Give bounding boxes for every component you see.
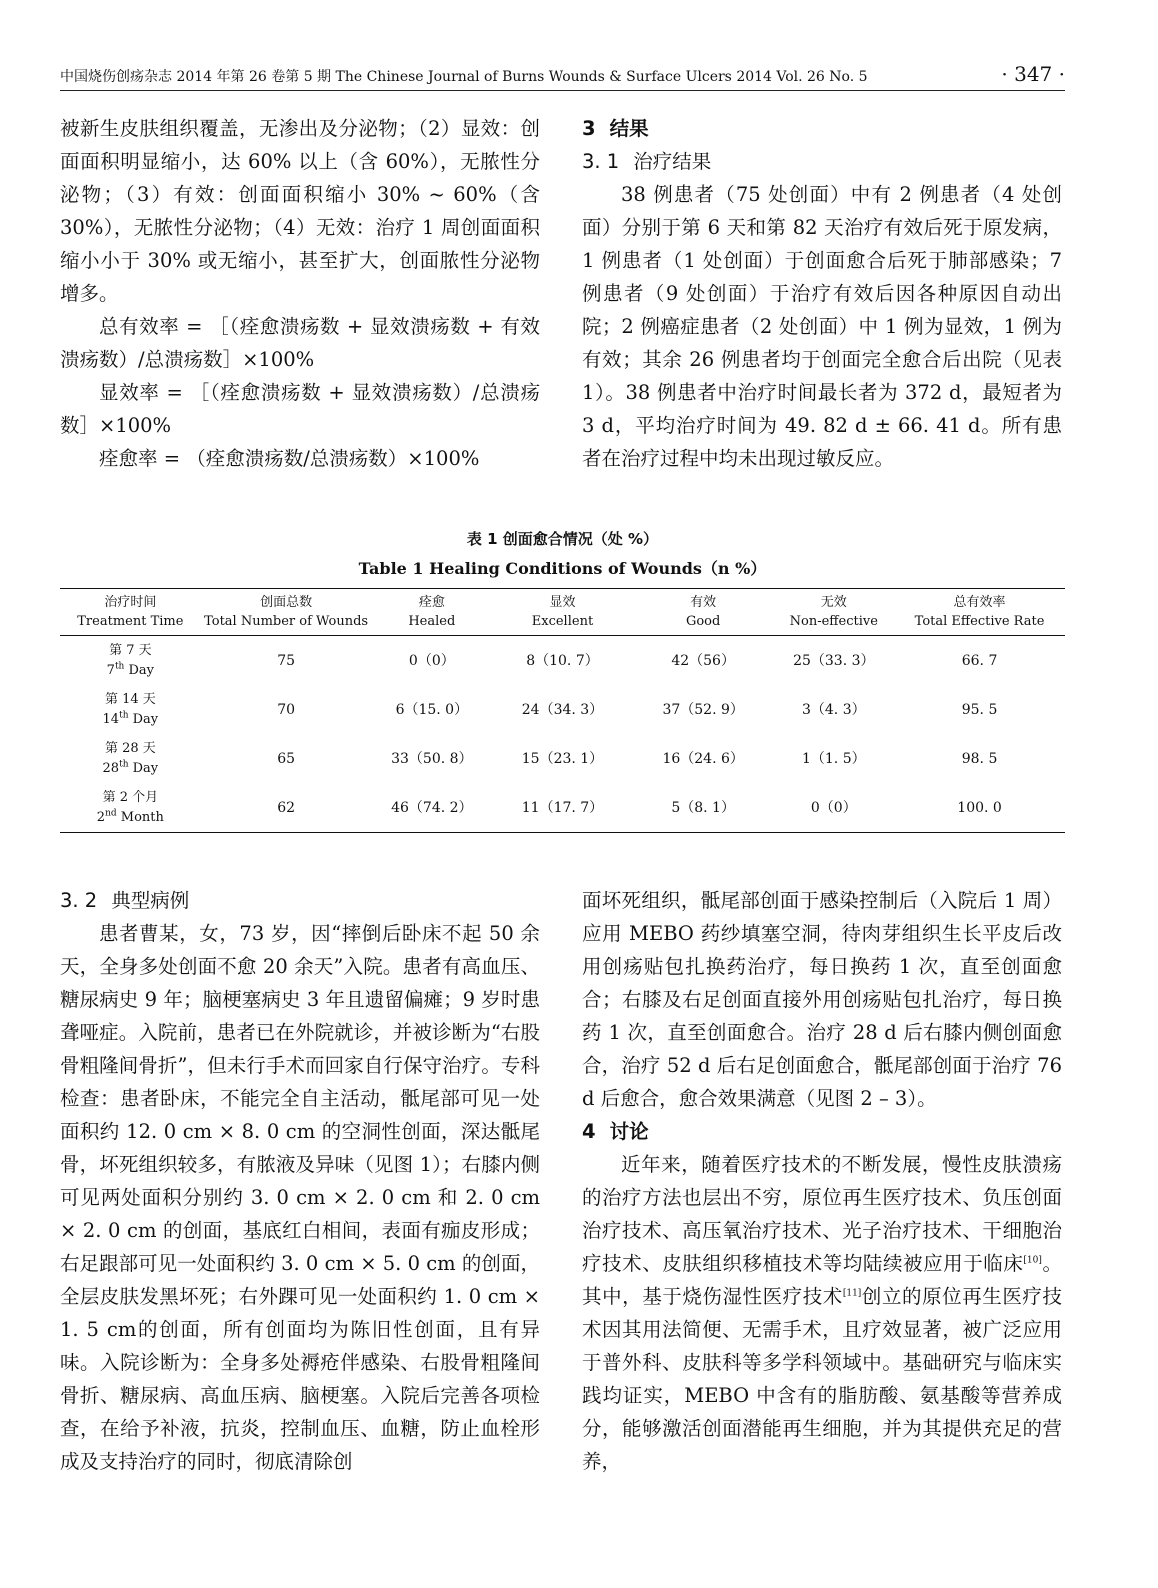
running-header	[60, 62, 1065, 88]
column-header: 无效 Non-effective	[789, 595, 878, 629]
table-row	[60, 636, 1065, 686]
formula-excellent-rate: 显效率 = ［（痊愈溃疡数 + 显效溃疡数）/总溃疡数］×100%	[60, 381, 540, 437]
formula-healed-rate: 痊愈率 = （痊愈溃疡数/总溃疡数）×100%	[99, 447, 480, 470]
table-row	[60, 783, 1065, 833]
cell-total: 65	[277, 750, 296, 767]
table-header-row	[60, 589, 1065, 636]
cell-total: 75	[277, 652, 296, 669]
right-column-top	[582, 112, 1062, 475]
column-header: 治疗时间 Treatment Time	[77, 595, 184, 629]
cell-treatment-time: 第 28 天 28th Day	[102, 740, 159, 776]
header-rule	[60, 90, 1065, 91]
cell-healed: 33（50. 8）	[391, 750, 473, 767]
case-report-continued: 面坏死组织，骶尾部创面于感染控制后（入院后 1 周）应用 MEBO 药纱填塞空洞，待肉芽组织生长平皮后改用创疡贴包扎换药治疗，每日换药 1 次，直至创面愈合；右膝及右足创面直接外用创疡贴包扎治疗，每日换药 1 次，直至创面愈合。治疗 28 d 后右膝内侧创面愈合，治疗 52 d 后右足创面愈合，骶尾部创面于治疗 76 d 后愈合，愈合效果满意（见图 2 – 3）。	[582, 889, 1062, 1110]
cell-non-effective: 1（1. 5）	[801, 750, 866, 767]
cell-good: 16（24. 6）	[662, 750, 744, 767]
cell-treatment-time: 第 7 天 7th Day	[106, 642, 155, 678]
table-row	[60, 685, 1065, 734]
journal-citation: 中国烧伤创疡杂志 2014 年第 26 卷第 5 期 The Chinese Journal of Burns Wounds & Surface Ulcers 2014 Vol. 26 No. 5	[60, 69, 868, 85]
subsection-heading: 3. 1 治疗结果	[582, 150, 712, 173]
page-number: · 347 ·	[1001, 62, 1065, 86]
section-heading: 3 结果	[582, 117, 649, 140]
discussion-paragraph: 近年来，随着医疗技术的不断发展，慢性皮肤溃疡的治疗方法也层出不穷，原位再生医疗技术、负压创面治疗技术、高压氧治疗技术、光子治疗技术、干细胞治疗技术、皮肤组织移植技术等均陆续被应用于临床[10]。其中，基于烧伤湿性医疗技术[11]创立的原位再生医疗技术因其用法简便、无需手术，且疗效显著，被广泛应用于普外科、皮肤科等多学科领域中。基础研究与临床实践均证实，MEBO 中含有的脂肪酸、氨基酸等营养成分，能够激活创面潜能再生细胞，并为其提供充足的营养，	[582, 1153, 1062, 1473]
cell-healed: 6（15. 0）	[395, 701, 469, 718]
column-header: 显效 Excellent	[531, 595, 594, 629]
column-header: 创面总数 Total Number of Wounds	[204, 595, 369, 629]
cell-total-effective-rate: 100. 0	[957, 799, 1002, 816]
cell-treatment-time: 第 2 个月 2nd Month	[96, 789, 164, 825]
column-header: 有效 Good	[685, 595, 721, 629]
cell-good: 42（56）	[671, 652, 735, 669]
left-column-top	[60, 112, 540, 475]
cell-total: 62	[277, 799, 296, 816]
right-column-bottom	[582, 884, 1062, 1478]
case-report-paragraph: 患者曹某，女，73 岁，因“摔倒后卧床不起 50 余天，全身多处创面不愈 20 余天”入院。患者有高血压、糖尿病史 9 年；脑梗塞病史 3 年且遗留偏瘫；9 岁时患聋哑症。入院前，患者已在外院就诊，并被诊断为“右股骨粗隆间骨折”，但未行手术而回家自行保守治疗。专科检查：患者卧床，不能完全自主活动，骶尾部可见一处面积约 12. 0 cm × 8. 0 cm 的空洞性创面，深达骶尾骨，坏死组织较多，有脓液及异味（见图 1）；右膝内侧可见两处面积分别约 3. 0 cm × 2. 0 cm 和 2. 0 cm × 2. 0 cm 的创面，基底红白相间，表面有痂皮形成；右足跟部可见一处面积约 3. 0 cm × 5. 0 cm 的创面，全层皮肤发黑坏死；右外踝可见一处面积约 1. 0 cm × 1. 5 cm的创面，所有创面均为陈旧性创面，且有异味。入院诊断为：全身多处褥疮伴感染、右股骨粗隆间骨折、糖尿病、高血压病、脑梗塞。入院后完善各项检查，在给予补液，抗炎，控制血压、血糖，防止血栓形成及支持治疗的同时，彻底清除创	[60, 922, 540, 1473]
cell-excellent: 24（34. 3）	[521, 701, 604, 718]
cell-non-effective: 3（4. 3）	[801, 701, 866, 718]
formula-total-effective-rate: 总有效率 = ［（痊愈溃疡数 + 显效溃疡数 + 有效溃疡数）/总溃疡数］×100%	[60, 315, 540, 371]
cell-healed: 46（74. 2）	[391, 799, 473, 816]
healing-table	[60, 588, 1065, 833]
criteria-paragraph: 被新生皮肤组织覆盖，无渗出及分泌物；（2）显效：创面面积明显缩小，达 60% 以上（含 60%），无脓性分泌物；（3）有效：创面面积缩小 30% ~ 60%（含 30%），无脓性分泌物；（4）无效：治疗 1 周创面面积缩小小于 30% 或无缩小，甚至扩大，创面脓性分泌物增多。	[60, 117, 540, 305]
citation-ref: [11]	[842, 1288, 862, 1299]
cell-non-effective: 0（0）	[810, 799, 857, 816]
subsection-heading: 3. 2 典型病例	[60, 889, 190, 912]
cell-good: 37（52. 9）	[662, 701, 744, 718]
cell-excellent: 8（10. 7）	[526, 652, 599, 669]
section-heading: 4 讨论	[582, 1120, 649, 1143]
column-header: 总有效率 Total Effective Rate	[914, 595, 1045, 629]
cell-excellent: 15（23. 1）	[521, 750, 604, 767]
cell-total: 70	[277, 701, 296, 718]
cell-non-effective: 25（33. 3）	[793, 652, 875, 669]
table-caption-cn: 表 1 创面愈合情况（处 %）	[466, 530, 659, 548]
cell-healed: 0（0）	[408, 652, 455, 669]
citation-ref: [10]	[1023, 1255, 1042, 1266]
column-header: 痊愈 Healed	[408, 595, 456, 629]
left-column-bottom	[60, 884, 540, 1478]
cell-excellent: 11（17. 7）	[521, 799, 604, 816]
cell-treatment-time: 第 14 天 14th Day	[102, 691, 159, 727]
cell-total-effective-rate: 95. 5	[961, 701, 998, 718]
cell-good: 5（8. 1）	[671, 799, 735, 816]
results-paragraph: 38 例患者（75 处创面）中有 2 例患者（4 处创面）分别于第 6 天和第 82 天治疗有效后死于原发病，1 例患者（1 处创面）于创面愈合后死于肺部感染；7 例患者（9 处创面）于治疗有效后因各种原因自动出院；2 例癌症患者（2 处创面）中 1 例为显效，1 例为有效；其余 26 例患者均于创面完全愈合后出院（见表 1）。38 例患者中治疗时间最长者为 372 d，最短者为 3 d，平均治疗时间为 49. 82 d ± 66. 41 d。所有患者在治疗过程中均未出现过敏反应。	[582, 183, 1062, 470]
table-caption-en: Table 1 Healing Conditions of Wounds（n %）	[358, 559, 767, 578]
cell-total-effective-rate: 98. 5	[961, 750, 998, 767]
cell-total-effective-rate: 66. 7	[961, 652, 998, 669]
table-row	[60, 734, 1065, 783]
